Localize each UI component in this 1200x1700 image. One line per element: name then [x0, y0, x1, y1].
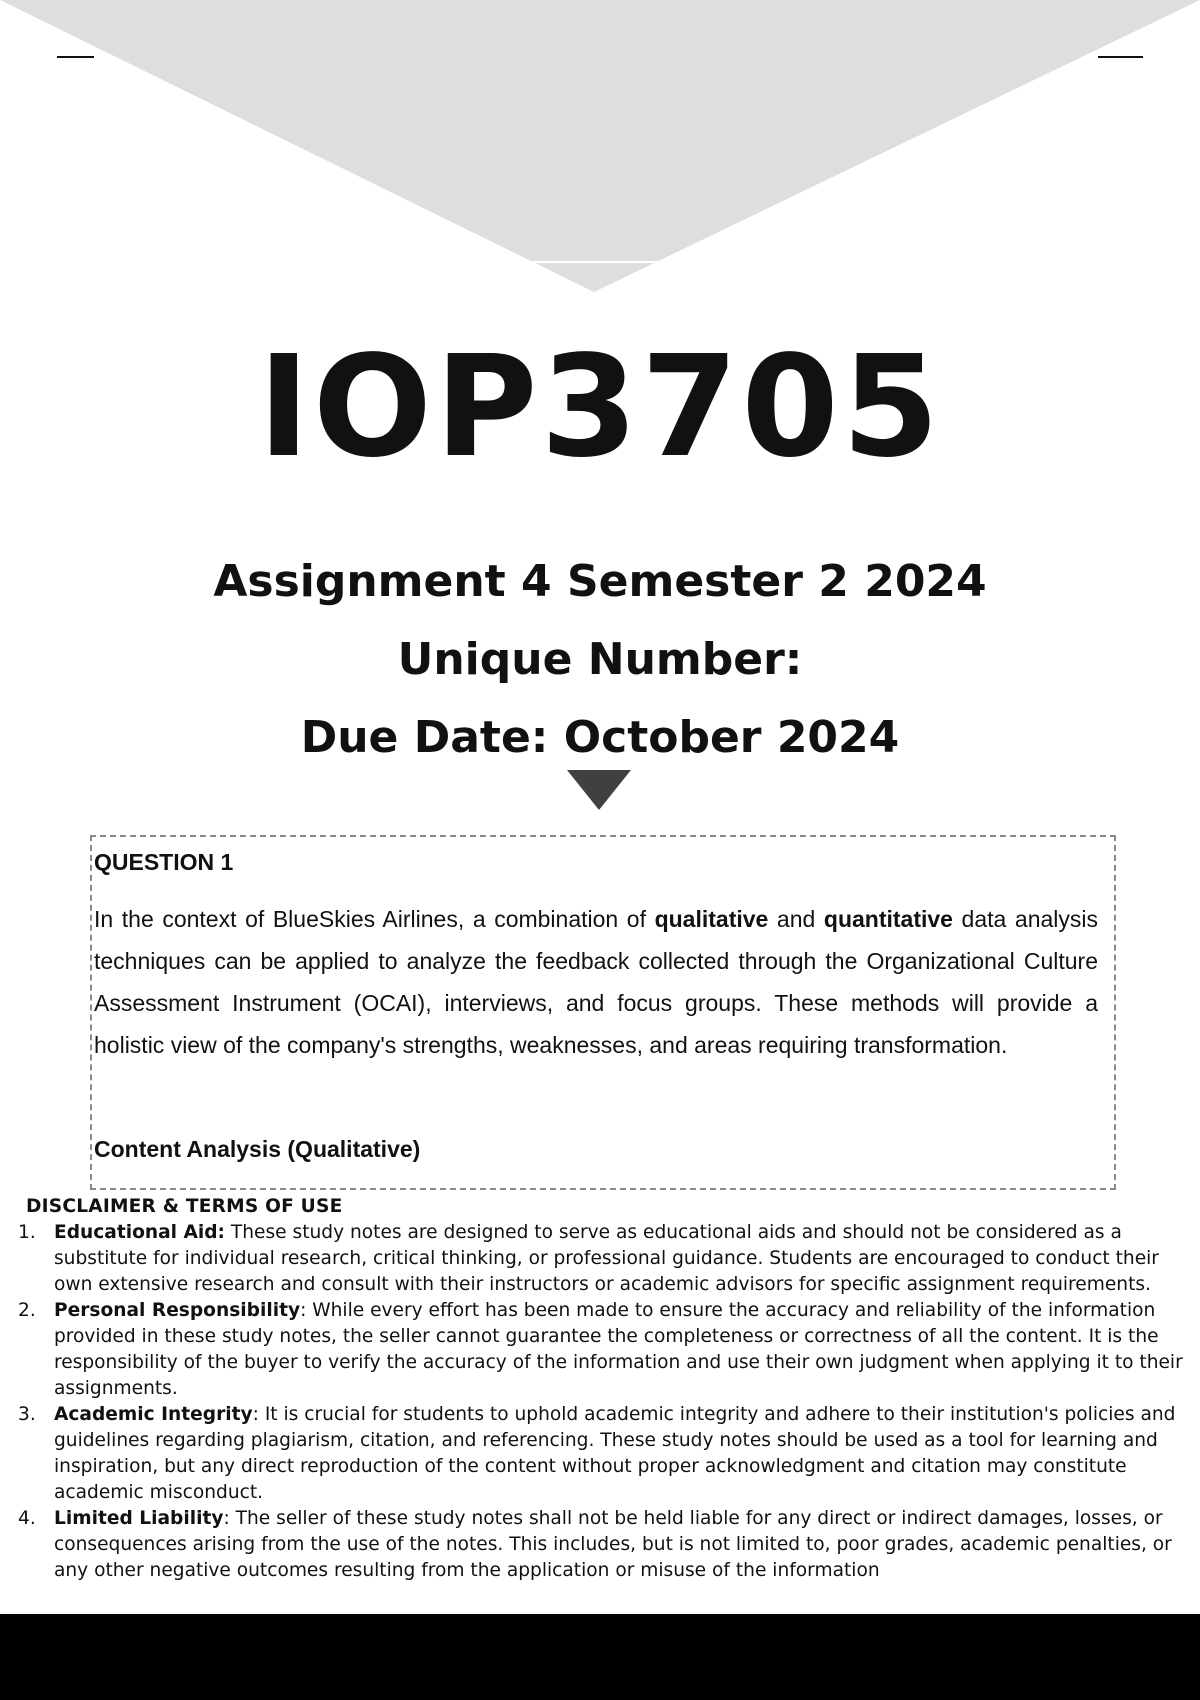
disclaimer-list: [16, 1220, 1186, 1584]
disclaimer-item: [16, 1298, 1186, 1402]
question-heading: QUESTION 1: [94, 849, 234, 875]
item-term: Limited Liability: [54, 1508, 224, 1529]
disclaimer-section: [16, 1194, 1186, 1584]
assignment-line: Assignment 4 Semester 2 2024: [213, 556, 987, 607]
question-paragraph: [94, 898, 1098, 1066]
disclaimer-title: DISCLAIMER & TERMS OF USE: [26, 1196, 343, 1217]
corner-rule-left: [57, 56, 94, 58]
due-date-line: Due Date: October 2024: [300, 712, 900, 763]
item-number: 4.: [18, 1508, 36, 1529]
item-text: : The seller of these study notes shall not be held liable for any direct or indirect damages, losses, or consequences arising from the use of the notes. This includes, but is not limited to, poor grades, academic penalties, or any other negative outcomes resulting from the application or misuse of the information: [54, 1508, 1172, 1581]
item-text: : It is crucial for students to uphold academic integrity and adhere to their institution's policies and guidelines regarding plagiarism, citation, and referencing. These study notes should be used as a tool for learning and inspiration, but any direct reproduction of the content without proper acknowledgment and citation may constitute academic misconduct.: [54, 1404, 1176, 1503]
paragraph-bold-quantitative: quantitative: [823, 906, 953, 932]
item-number: 2.: [18, 1300, 36, 1321]
section-subheading: Content Analysis (Qualitative): [94, 1136, 421, 1162]
disclaimer-item: [16, 1402, 1186, 1506]
paragraph-text-1: In the context of BlueSkies Airlines, a combination of: [94, 906, 655, 932]
banner-chevron-shape: [0, 0, 1200, 292]
corner-rule-right: [1098, 56, 1143, 58]
item-number: 3.: [18, 1404, 36, 1425]
paragraph-text-2: and: [768, 906, 824, 932]
unique-number-line: Unique Number:: [397, 634, 803, 685]
decorative-banner: [0, 0, 1200, 300]
item-term: Personal Responsibility: [54, 1300, 301, 1321]
triangle-down-icon: [567, 770, 631, 810]
item-text: These study notes are designed to serve as educational aids and should not be considered as a substitute for individual research, critical thinking, or professional guidance. Students are encouraged to conduct their own extensive research and consult with their instructors or academic advisors for specific assignment requirements.: [54, 1222, 1159, 1295]
subtitle-block: [0, 543, 1200, 777]
item-term: Academic Integrity: [54, 1404, 253, 1425]
item-number: 1.: [18, 1222, 36, 1243]
question-preview-box: [90, 835, 1116, 1190]
item-term: Educational Aid:: [54, 1222, 225, 1243]
footer-bar: [0, 1614, 1200, 1700]
item-text: : While every effort has been made to ensure the accuracy and reliability of the information provided in these study notes, the seller cannot guarantee the completeness or correctness of all the content. It is the responsibility of the buyer to verify the accuracy of the information and use their own judgment when applying it to their assignments.: [54, 1300, 1183, 1399]
disclaimer-item: [16, 1220, 1186, 1298]
document-title: IOP3705: [257, 326, 943, 489]
paragraph-bold-qualitative: qualitative: [654, 906, 769, 932]
paragraph-text-3: data analysis techniques can be applied to analyze the feedback collected through the Organizational Culture Assessment Instrument (OCAI), interviews, and focus groups. These methods will provide a holistic view of the company's strengths, weaknesses, and areas requiring transformation.: [94, 906, 1098, 1058]
disclaimer-item: [16, 1506, 1186, 1584]
